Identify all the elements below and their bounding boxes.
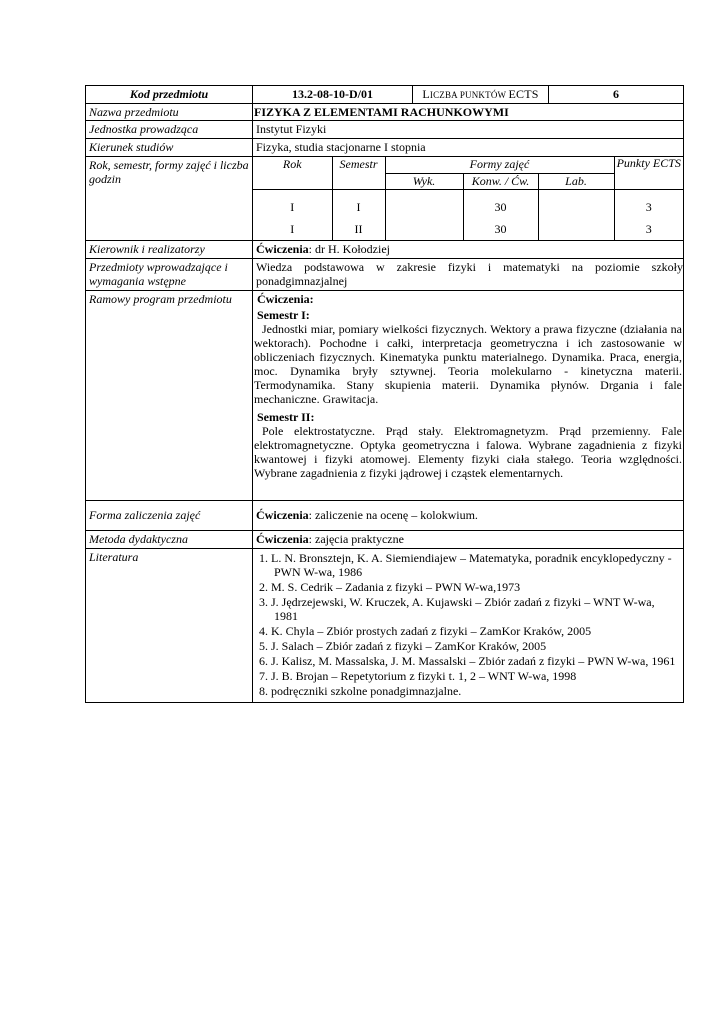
kierownik-value: Ćwiczenia: dr H. Kołodziej: [253, 240, 684, 258]
nazwa-label: Nazwa przedmiotu: [86, 104, 253, 121]
lab-values: [538, 189, 614, 240]
col-wyk: Wyk.: [385, 173, 463, 189]
punkty-values: 3 3: [614, 189, 683, 240]
col-semestr: Semestr: [332, 157, 385, 189]
header-row: [86, 86, 684, 104]
forma-value: Ćwiczenia: zaliczenie na ocenę – kolokwium.: [253, 500, 684, 530]
rok-values: I I: [253, 189, 332, 240]
rok-grid: [253, 157, 683, 240]
list-item: 5. J. Salach – Zbiór zadań z fizyki – ZamKor Kraków, 2005: [259, 638, 547, 653]
kierunek-value: Fizyka, studia stacjonarne I stopnia: [253, 139, 684, 157]
ramowy-heading: Ćwiczenia:: [257, 291, 314, 306]
rok-label: Rok, semestr, formy zajęć i liczba godzin: [86, 157, 253, 241]
col-lab: Lab.: [538, 173, 614, 189]
konw-values: 30 30: [463, 189, 538, 240]
row-jednostka: [86, 121, 684, 139]
list-item: 4. K. Chyla – Zbiór prostych zadań z fizyki – ZamKor Kraków, 2005: [259, 623, 592, 638]
wyk-values: [385, 189, 463, 240]
przedmioty-label: Przedmioty wprowadzające i wymagania wstępne: [86, 258, 253, 290]
col-punkty: Punkty ECTS: [614, 157, 683, 189]
row-nazwa: [86, 104, 684, 121]
col-formy: Formy zajęć: [385, 157, 614, 173]
rok-grid-cell: [253, 157, 684, 241]
row-kierunek: [86, 139, 684, 157]
course-syllabus: [85, 85, 683, 703]
row-literatura: [86, 548, 684, 702]
list-item: 3. J. Jędrzejewski, W. Kruczek, A. Kujawski – Zbiór zadań z fizyki – WNT W-wa, 1981: [259, 594, 655, 623]
metoda-value: Ćwiczenia: zajęcia praktyczne: [253, 530, 684, 548]
kierownik-label: Kierownik i realizatorzy: [86, 240, 253, 258]
jednostka-value: Instytut Fizyki: [253, 121, 684, 139]
literatura-label: Literatura: [86, 548, 253, 702]
list-item: 7. J. B. Brojan – Repetytorium z fizyki t. 1, 2 – WNT W-wa, 1998: [259, 668, 577, 683]
sem2-text: Pole elektrostatyczne. Prąd stały. Elektromagnetyzm. Prąd przemienny. Fale elektromagnetyczne. Optyka geometryczna i falowa. Wybrane zagadnienia z fizyki kwantowej i fizyki atomowej. Elementy fizyki ciała stałego. Teoria względności. Wybrane zagadnienia z fizyki jądrowej i cząstek elementarnych.: [254, 423, 682, 480]
semestr-values: I II: [332, 189, 385, 240]
row-kierownik: [86, 240, 684, 258]
sem1-text: Jednostki miar, pomiary wielkości fizycznych. Wektory a prawa fizyczne (działania na wektorach). Pochodne i całki, interpretacja geometryczna i ich zastosowanie w obliczeniach fizycznych. Kinematyka punktu materialnego. Dynamika. Praca, energia, moc. Dynamika bryły sztywnej. Teoria molekularno - kinetyczna materii. Termodynamika. Stany skupienia materii. Dynamika płynów. Drgania i fale mechaniczne. Grawitacja.: [254, 321, 682, 406]
row-rok: [86, 157, 684, 241]
jednostka-label: Jednostka prowadząca: [86, 121, 253, 139]
col-konw: Konw. / Ćw.: [463, 173, 538, 189]
list-item: 2. M. S. Cedrik – Zadania z fizyki – PWN W-wa,1973: [259, 579, 521, 594]
list-item: 1. L. N. Bronsztejn, K. A. Siemiendiajew – Matematyka, poradnik encyklopedyczny - PWN W-wa, 1986: [259, 550, 672, 579]
row-metoda: [86, 530, 684, 548]
syllabus-table: [85, 85, 684, 703]
literatura-list: [256, 551, 680, 698]
col-rok: Rok: [253, 157, 332, 189]
ects-value: 6: [549, 86, 684, 104]
kod-label: Kod przedmiotu: [86, 86, 253, 104]
przedmioty-value: Wiedza podstawowa w zakresie fizyki i matematyki na poziomie szkoły ponadgimnazjalnej: [253, 258, 684, 290]
literatura-value: [253, 548, 684, 702]
row-ramowy: [86, 290, 684, 500]
row-forma: [86, 500, 684, 530]
sem1-title: Semestr I:: [257, 307, 310, 322]
row-przedmioty: [86, 258, 684, 290]
list-item: 8. podręczniki szkolne ponadgimnazjalne.: [259, 683, 462, 698]
sem2-title: Semestr II:: [257, 409, 315, 424]
nazwa-value: FIZYKA Z ELEMENTAMI RACHUNKOWYMI: [253, 104, 684, 121]
ramowy-label: Ramowy program przedmiotu: [86, 290, 253, 500]
list-item: 6. J. Kalisz, M. Massalska, J. M. Massalski – Zbiór zadań z fizyki – PWN W-wa, 1961: [259, 653, 676, 668]
metoda-label: Metoda dydaktyczna: [86, 530, 253, 548]
forma-label: Forma zaliczenia zajęć: [86, 500, 253, 530]
ramowy-value: [253, 290, 684, 500]
kierunek-label: Kierunek studiów: [86, 139, 253, 157]
rok-data-row: [253, 189, 683, 240]
ects-label: LICZBA PUNKTÓW ECTS: [413, 86, 549, 104]
kod-value: 13.2-08-10-D/01: [253, 86, 413, 104]
